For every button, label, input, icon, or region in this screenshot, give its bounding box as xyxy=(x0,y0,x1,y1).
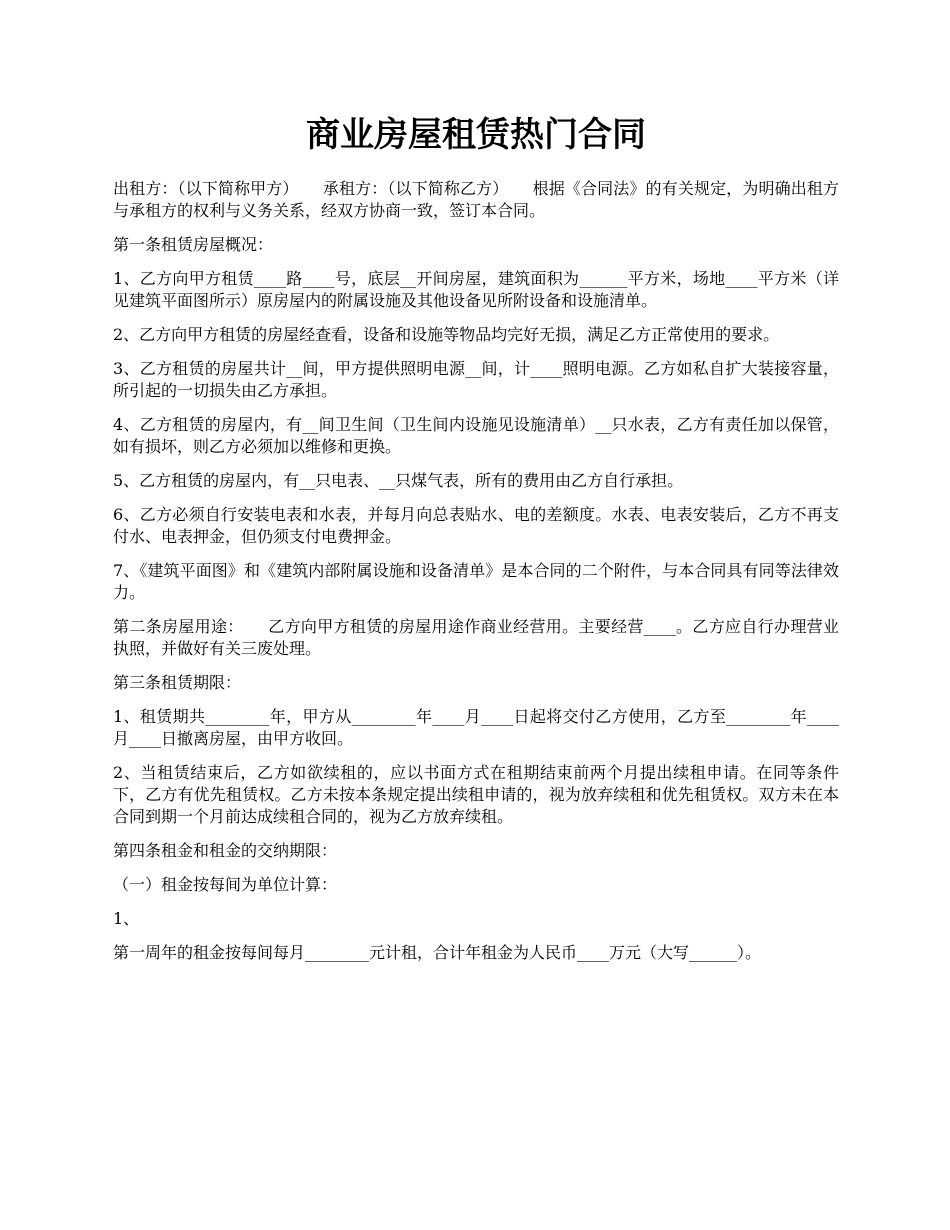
paragraph-article-2: 第二条房屋用途： 乙方向甲方租赁的房屋用途作商业经营用。主要经营____。乙方应自行办理营业执照，并做好有关三废处理。 xyxy=(113,617,839,658)
paragraph-article-1-heading: 第一条租赁房屋概况： xyxy=(113,235,274,254)
paragraph-article-1-item-7: 7、《建筑平面图》和《建筑内部附属设施和设备清单》是本合同的二个附件，与本合同具有同等法律效力。 xyxy=(113,561,839,602)
paragraph-article-1-item-2: 2、乙方向甲方租赁的房屋经查看，设备和设施等物品均完好无损，满足乙方正常使用的要求。 xyxy=(113,325,780,344)
paragraph-article-4-item-1: 1、 xyxy=(113,909,140,928)
paragraph-article-4-heading: 第四条租金和租金的交纳期限： xyxy=(113,841,338,860)
paragraph-article-1-item-6: 6、乙方必须自行安装电表和水表，并每月向总表贴水、电的差额度。水表、电表安装后，乙方不再支付水、电表押金，但仍须支付电费押金。 xyxy=(113,505,839,546)
paragraph-article-1-item-4: 4、乙方租赁的房屋内，有__间卫生间（卫生间内设施见设施清单）__只水表，乙方有责任加以保管，如有损坏，则乙方必须加以维修和更换。 xyxy=(113,415,839,456)
paragraph-article-3-item-1: 1、租赁期共________年，甲方从________年____月____日起将交付乙方使用，乙方至________年____月____日撤离房屋，由甲方收回。 xyxy=(113,707,839,748)
paragraph-article-4-item-1-text: 第一周年的租金按每间每月________元计租，合计年租金为人民币____万元（大写______）。 xyxy=(113,943,762,962)
paragraph-article-1-item-1: 1、乙方向甲方租赁____路____号，底层__开间房屋，建筑面积为______平方米，场地____平方米（详见建筑平面图所示）原房屋内的附属设施及其他设备见所附设备和设施清单。 xyxy=(113,269,839,310)
paragraph-parties: 出租方：（以下简称甲方） 承租方：（以下简称乙方） 根据《合同法》的有关规定，为明确出租方与承租方的权利与义务关系，经双方协商一致，签订本合同。 xyxy=(113,179,839,220)
paragraph-article-4-subheading: （一）租金按每间为单位计算： xyxy=(113,875,338,894)
document-page xyxy=(113,110,839,976)
paragraph-article-3-item-2: 2、当租赁结束后，乙方如欲续租的，应以书面方式在租期结束前两个月提出续租申请。在同等条件下，乙方有优先租赁权。乙方未按本条规定提出续租申请的，视为放弃续租和优先租赁权。双方未在本合同到期一个月前达成续租合同的，视为乙方放弃续租。 xyxy=(113,763,839,826)
paragraph-article-1-item-3: 3、乙方租赁的房屋共计__间，甲方提供照明电源__间，计____照明电源。乙方如私自扩大装接容量，所引起的一切损失由乙方承担。 xyxy=(113,359,839,400)
document-title: 商业房屋租赁热门合同 xyxy=(306,115,646,155)
paragraph-article-3-heading: 第三条租赁期限： xyxy=(113,673,242,692)
paragraph-article-1-item-5: 5、乙方租赁的房屋内，有__只电表、__只煤气表，所有的费用由乙方自行承担。 xyxy=(113,471,684,490)
